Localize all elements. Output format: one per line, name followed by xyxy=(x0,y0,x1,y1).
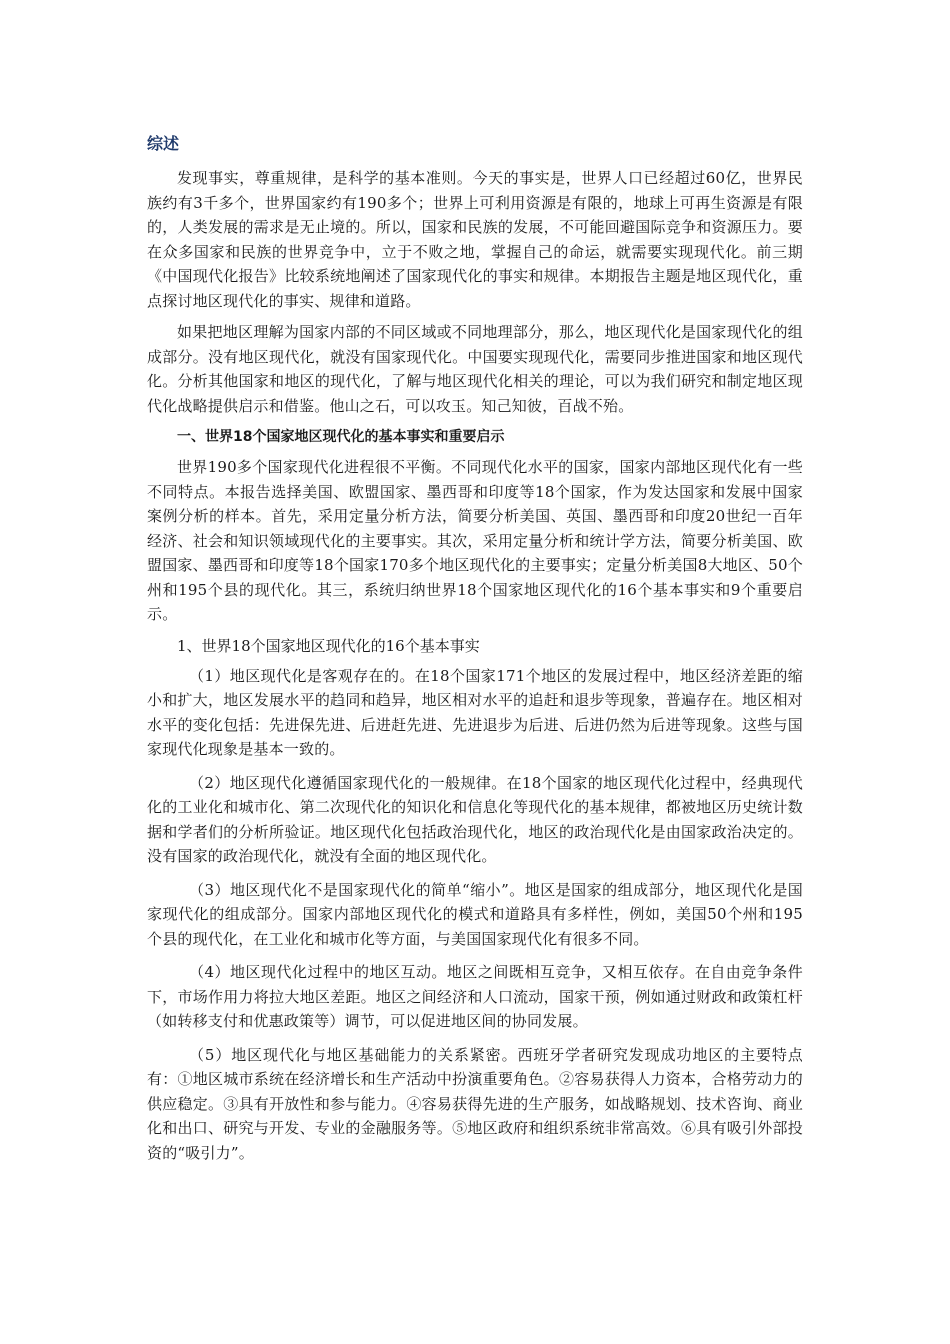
fact-item-4: （4）地区现代化过程中的地区互动。地区之间既相互竞争，又相互依存。在自由竞争条件下，市场作用力将拉大地区差距。地区之间经济和人口流动，国家干预，例如通过财政和政策杠杆（如转移支付和优惠政策等）调节，可以促进地区间的协同发展。 xyxy=(147,963,803,1030)
subsection-title: 1、世界18个国家地区现代化的16个基本事实 xyxy=(177,636,480,655)
section-paragraph: 世界190多个国家现代化进程很不平衡。不同现代化水平的国家，国家内部地区现代化有一些不同特点。本报告选择美国、欧盟国家、墨西哥和印度等18个国家，作为发达国家和发展中国家案例分析的样本。首先，采用定量分析方法，简要分析美国、英国、墨西哥和印度20世纪一百年经济、社会和知识领域现代化的主要事实。其次，采用定量分析和统计学方法，简要分析美国、欧盟国家、墨西哥和印度等18个国家170多个地区现代化的主要事实；定量分析美国8大地区、50个州和195个县的现代化。其三，系统归纳世界18个国家地区现代化的16个基本事实和9个重要启示。 xyxy=(147,458,803,623)
section-title: 一、世界18个国家地区现代化的基本事实和重要启示 xyxy=(177,429,505,445)
intro-paragraph-2: 如果把地区理解为国家内部的不同区域或不同地理部分，那么，地区现代化是国家现代化的组成部分。没有地区现代化，就没有国家现代化。中国要实现现代化，需要同步推进国家和地区现代化。分析其他国家和地区的现代化，了解与地区现代化相关的理论，可以为我们研究和制定地区现代化战略提供启示和借鉴。他山之石，可以攻玉。知己知彼，百战不殆。 xyxy=(147,323,803,415)
fact-item-2: （2）地区现代化遵循国家现代化的一般规律。在18个国家的地区现代化过程中，经典现代化的工业化和城市化、第二次现代化的知识化和信息化等现代化的基本规律，都被地区历史统计数据和学者们的分析所验证。地区现代化包括政治现代化，地区的政治现代化是由国家政治决定的。没有国家的政治现代化，就没有全面的地区现代化。 xyxy=(147,773,803,865)
fact-item-1: （1）地区现代化是客观存在的。在18个国家171个地区的发展过程中，地区经济差距的缩小和扩大，地区发展水平的趋同和趋异，地区相对水平的追赶和退步等现象，普遍存在。地区相对水平的变化包括：先进保先进、后进赶先进、先进退步为后进、后进仍然为后进等现象。这些与国家现代化现象是基本一致的。 xyxy=(147,666,803,758)
fact-item-3: （3）地区现代化不是国家现代化的简单“缩小”。地区是国家的组成部分，地区现代化是国家现代化的组成部分。国家内部地区现代化的模式和道路具有多样性，例如，美国50个州和195个县的现代化，在工业化和城市化等方面，与美国国家现代化有很多不同。 xyxy=(147,880,803,948)
fact-item-5: （5）地区现代化与地区基础能力的关系紧密。西班牙学者研究发现成功地区的主要特点有：①地区城市系统在经济增长和生产活动中扮演重要角色。②容易获得人力资本，合格劳动力的供应稳定。③具有开放性和参与能力。④容易获得先进的生产服务，如战略规划、技术咨询、商业化和出口、研究与开发、专业的金融服务等。⑤地区政府和组织系统非常高效。⑥具有吸引外部投资的“吸引力”。 xyxy=(147,1045,803,1162)
intro-paragraph-1: 发现事实，尊重规律，是科学的基本准则。今天的事实是，世界人口已经超过60亿，世界民族约有3千多个，世界国家约有190多个；世界上可利用资源是有限的，地球上可再生资源是有限的，人类发展的需求是无止境的。所以，国家和民族的发展，不可能回避国际竞争和资源压力。要在众多国家和民族的世界竞争中，立于不败之地，掌握自己的命运，就需要实现现代化。前三期《中国现代化报告》比较系统地阐述了国家现代化的事实和规律。本期报告主题是地区现代化，重点探讨地区现代化的事实、规律和道路。 xyxy=(147,169,803,310)
document-page xyxy=(147,132,803,1174)
page-heading: 综述 xyxy=(147,134,180,153)
